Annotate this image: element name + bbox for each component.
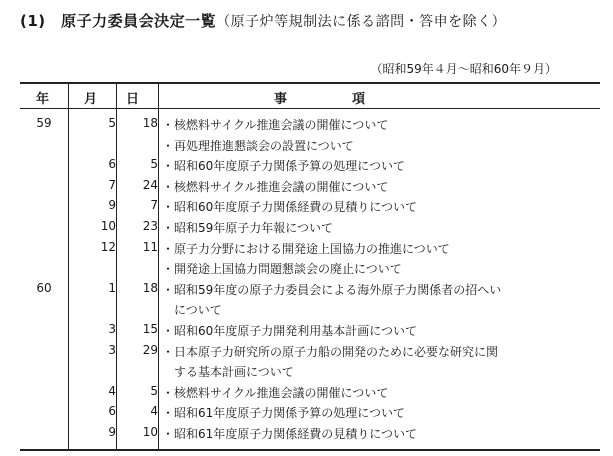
cell-day: 10 bbox=[142, 425, 158, 439]
cell-day: 29 bbox=[142, 342, 158, 357]
cell-month: 1 bbox=[108, 280, 116, 295]
header-year: 年 bbox=[36, 92, 50, 107]
cell-month: 3 bbox=[108, 342, 116, 357]
cell-month: 4 bbox=[108, 383, 116, 398]
cell-day: 18 bbox=[142, 280, 158, 295]
cell-item: ・昭和60年度原子力開発利用基本計画について bbox=[162, 324, 418, 338]
cell-month: 9 bbox=[108, 198, 116, 213]
cell-item: ・昭和60年度原子力関係経費の見積りについて bbox=[162, 200, 418, 215]
cell-month: 7 bbox=[108, 177, 116, 192]
title-sub: （原子炉等規制法に係る諮問・答申を除く） bbox=[216, 14, 507, 30]
cell-day: 18 bbox=[142, 116, 158, 130]
cell-day: 24 bbox=[142, 177, 158, 192]
header-month: 月 bbox=[84, 92, 98, 107]
table-top-rule bbox=[20, 82, 600, 84]
period-label: （昭和59年４月〜昭和60年９月） bbox=[370, 62, 557, 76]
cell-year: 59 bbox=[36, 116, 52, 130]
cell-year: 60 bbox=[36, 280, 52, 295]
cell-day: 23 bbox=[142, 219, 158, 233]
column-divider-day bbox=[158, 84, 159, 449]
cell-item: ・昭和59年原子力年報について bbox=[162, 221, 334, 235]
cell-item: ・昭和60年度原子力関係予算の処理について bbox=[162, 159, 406, 174]
title-main: (1) 原子力委員会決定一覧 bbox=[20, 12, 217, 30]
cell-month: 6 bbox=[108, 404, 116, 419]
table-bottom-rule bbox=[20, 449, 600, 451]
cell-item: について bbox=[162, 303, 222, 318]
header-day: 日 bbox=[126, 92, 140, 107]
cell-item: ・昭和59年度の原子力委員会による海外原子力関係者の招へい bbox=[162, 282, 502, 297]
cell-item: ・開発途上国協力問題懇談会の廃止について bbox=[162, 262, 402, 277]
cell-day: 15 bbox=[142, 322, 158, 336]
cell-item: ・日本原子力研究所の原子力船の開発のために必要な研究に関 bbox=[162, 344, 499, 359]
cell-item: ・昭和61年度原子力関係予算の処理について bbox=[162, 406, 406, 421]
cell-day: 7 bbox=[150, 198, 158, 213]
cell-month: 12 bbox=[100, 239, 116, 254]
cell-day: 11 bbox=[142, 239, 158, 254]
cell-item: ・核燃料サイクル推進会議の開催について bbox=[162, 385, 389, 400]
table-header-rule bbox=[20, 108, 600, 109]
cell-item: ・再処理推進懇談会の設置について bbox=[162, 138, 354, 153]
cell-day: 5 bbox=[150, 157, 158, 172]
page-title bbox=[20, 10, 506, 31]
cell-month: 9 bbox=[108, 425, 116, 439]
header-item: 事 項 bbox=[274, 92, 366, 107]
cell-month: 5 bbox=[108, 116, 116, 130]
cell-item: ・昭和61年度原子力関係経費の見積りについて bbox=[162, 427, 418, 441]
cell-month: 6 bbox=[108, 157, 116, 172]
cell-month: 3 bbox=[108, 322, 116, 336]
cell-item: ・原子力分野における開発途上国協力の推進について bbox=[162, 241, 450, 256]
cell-item: ・核燃料サイクル推進会議の開催について bbox=[162, 179, 389, 194]
cell-day: 4 bbox=[150, 404, 158, 419]
cell-item: する基本計画について bbox=[162, 365, 294, 380]
cell-month: 10 bbox=[100, 219, 116, 233]
cell-item: ・核燃料サイクル推進会議の開催について bbox=[162, 118, 389, 132]
cell-day: 5 bbox=[150, 383, 158, 398]
